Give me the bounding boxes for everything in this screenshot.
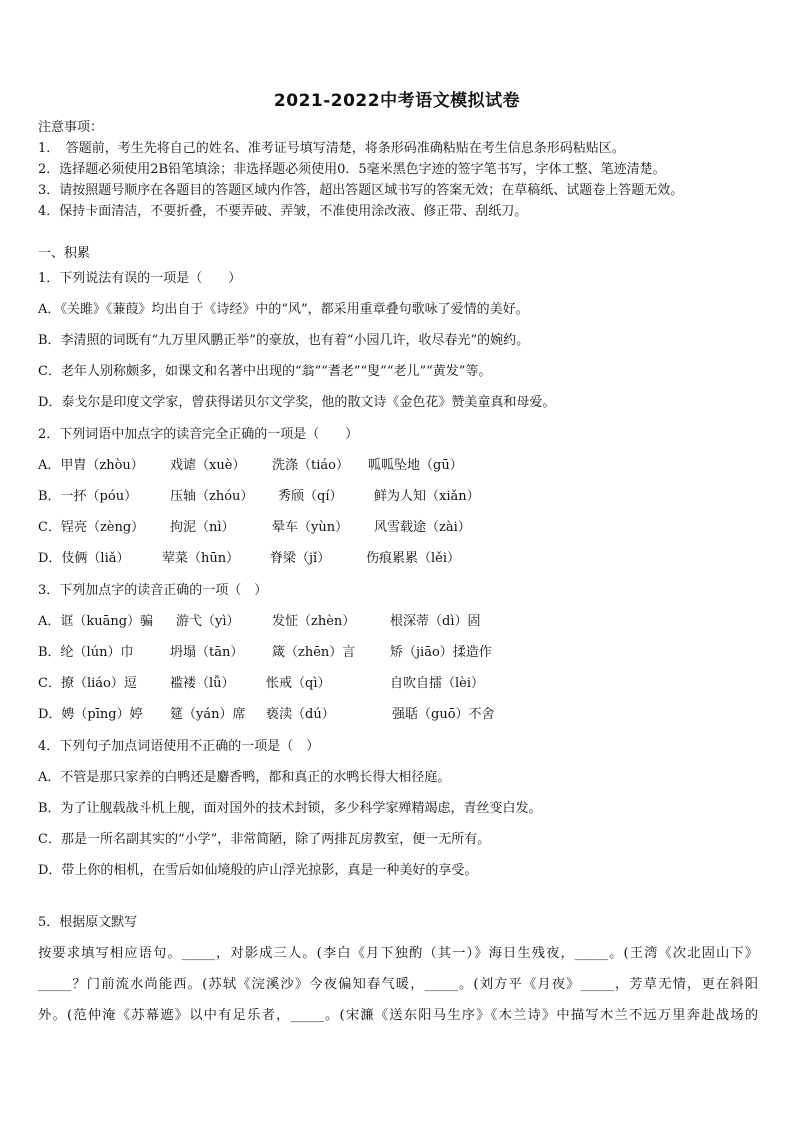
option-term: 风雪载途（zài）: [374, 520, 471, 535]
option-term: 洗涤（tiáo）: [272, 458, 349, 473]
answer-option: [38, 706, 495, 724]
option-term: 脊梁（jǐ）: [270, 551, 331, 566]
answer-option: D．带上你的相机，在雪后如仙境般的庐山浮光掠影，真是一种美好的享受。: [38, 863, 478, 878]
option-term: B．纶（lún）巾: [38, 645, 134, 660]
option-term: 晕车（yùn）: [272, 520, 349, 535]
answer-option: [38, 457, 463, 475]
option-term: A．诓（kuāng）骗: [38, 614, 154, 629]
question-stem: 2．下列词语中加点字的读音完全正确的一项是（ ）: [38, 427, 359, 442]
option-term: 褴褛（lǚ）: [170, 676, 235, 691]
page-title: 2021-2022中考语文模拟试卷: [273, 91, 521, 111]
option-term: 筵（yán）席: [170, 707, 246, 722]
answer-option: [38, 519, 471, 537]
answer-option: [38, 675, 484, 693]
option-term: 发怔（zhèn）: [272, 614, 356, 629]
option-term: 拘泥（nì）: [170, 520, 235, 535]
answer-option: [38, 488, 480, 506]
option-term: 亵渎（dú）: [266, 707, 335, 722]
option-term: B．一抔（póu）: [38, 489, 138, 504]
answer-option: C．那是一所名副其实的“小学”，非常简陋，除了两排瓦房教室，便一无所有。: [38, 832, 491, 847]
answer-option: A．《关雎》《蒹葭》均出自于《诗经》中的“风”，都采用重章叠句歌咏了爱情的美好。: [38, 302, 529, 317]
option-term: 坍塌（tān）: [170, 645, 244, 660]
answer-option: D．泰戈尔是印度文学家，曾获得诺贝尔文学奖，他的散文诗《金色花》赞美童真和母爱。: [38, 395, 556, 410]
question-stem: 1．下列说法有误的一项是（ ）: [38, 271, 242, 286]
question-paragraph: [38, 938, 758, 1031]
option-term: 箴（zhēn）言: [272, 645, 356, 660]
option-term: C．撩（liáo）逗: [38, 676, 137, 691]
option-term: A．甲胄（zhòu）: [38, 458, 144, 473]
option-term: 秀颀（qí）: [278, 489, 343, 504]
paragraph-line: _____？门前流水尚能西。(苏轼《浣溪沙》今夜偏知春气暖，_____。(刘方平《月夜》_____，芳草无情，更在斜阳: [38, 977, 758, 992]
answer-option: B．为了让舰载战斗机上舰，面对国外的技术封锁，多少科学家殚精竭虑，青丝变白发。: [38, 801, 542, 816]
answer-option: [38, 613, 480, 631]
option-term: D．伎俩（liǎ）: [38, 551, 130, 566]
answer-option: [38, 644, 492, 662]
option-term: 戏谑（xuè）: [170, 458, 246, 473]
answer-option: C．老年人别称颇多，如课文和名著中出现的“翁”“耆老”“叟”“老儿”“黄发”等。: [38, 364, 492, 379]
option-term: 强聒（guō）不舍: [392, 707, 495, 722]
option-term: D．娉（pīng）婷: [38, 707, 143, 722]
answer-option: A．不管是那只家养的白鸭还是麝香鸭，都和真正的水鸭长得大相径庭。: [38, 770, 451, 785]
option-term: 荤菜（hūn）: [162, 551, 240, 566]
option-term: 矫（jiāo）揉造作: [390, 645, 492, 660]
notice-heading: 注意事项：: [38, 120, 104, 135]
notice-item: 2．选择题必须使用2B铅笔填涂；非选择题必须使用0．5毫米黑色字迹的签字笔书写，字体工整、笔迹清楚。: [38, 162, 666, 177]
question-stem: 4．下列句子加点词语使用不正确的一项是（ ）: [38, 739, 320, 754]
notice-item: 4．保持卡面清洁，不要折叠，不要弄破、弄皱，不准使用涂改液、修正带、刮纸刀。: [38, 204, 528, 219]
option-term: 怅戒（qì）: [266, 676, 331, 691]
option-term: 压轴（zhóu）: [170, 489, 254, 504]
paragraph-line: 外。(范仲淹《苏幕遮》以中有足乐者，_____。(宋濂《送东阳马生序》《木兰诗》中描写木兰不远万里奔赴战场的: [38, 1008, 758, 1023]
notice-item: 1． 答题前，考生先将自己的姓名、准考证号填写清楚，将条形码准确粘贴在考生信息条形码粘贴区。: [38, 141, 625, 156]
option-term: 鲜为人知（xiǎn）: [374, 489, 480, 504]
notice-item: 3．请按照题号顺序在各题目的答题区域内作答，超出答题区域书写的答案无效；在草稿纸、试题卷上答题无效。: [38, 183, 684, 198]
answer-option: B．李清照的词既有“九万里风鹏正举”的豪放，也有着“小园几许，收尽春光”的婉约。: [38, 333, 530, 348]
option-term: 游弋（yì）: [176, 614, 240, 629]
question-stem: 3．下列加点字的读音正确的一项（ ）: [38, 583, 268, 598]
option-term: 根深蒂（dì）固: [390, 614, 481, 629]
option-term: C．锃亮（zèng）: [38, 520, 145, 535]
option-term: 自吹自擂（lèi）: [390, 676, 485, 691]
answer-option: [38, 550, 460, 568]
option-term: 呱呱坠地（gū）: [368, 458, 463, 473]
paragraph-line: 按要求填写相应语句。_____，对影成三人。(李白《月下独酌（其一）》海日生残夜，_____。(王湾《次北固山下》: [38, 946, 758, 961]
option-term: 伤痕累累（lěi）: [366, 551, 461, 566]
question-stem: 5．根据原文默写: [38, 915, 138, 930]
section-heading: 一、积累: [38, 246, 91, 261]
